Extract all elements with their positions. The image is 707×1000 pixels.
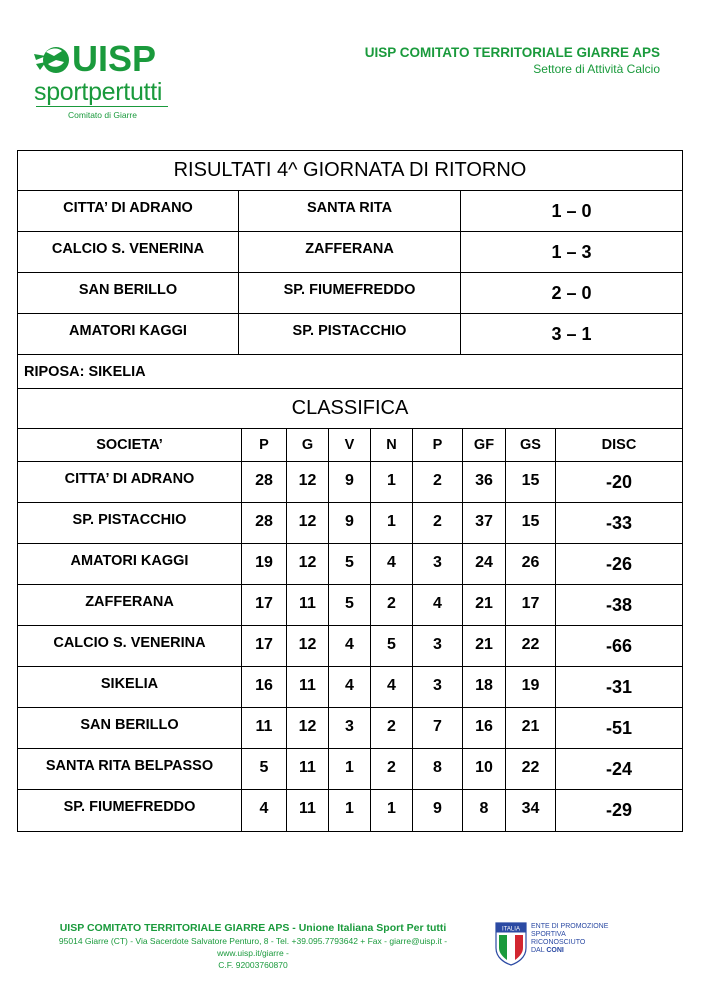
won: 5 xyxy=(329,585,371,625)
won: 1 xyxy=(329,749,371,789)
home-team: CALCIO S. VENERINA xyxy=(18,232,239,272)
lost: 3 xyxy=(413,667,463,707)
discipline: -51 xyxy=(605,718,632,738)
lost: 4 xyxy=(413,585,463,625)
team-name: SANTA RITA BELPASSO xyxy=(18,749,242,789)
standings-row xyxy=(18,667,682,708)
column-header-gol-subiti: GS xyxy=(506,429,556,461)
goals-for: 21 xyxy=(463,626,506,666)
drawn: 5 xyxy=(371,626,413,666)
discipline: -29 xyxy=(605,800,632,820)
column-header-disciplina: DISC xyxy=(601,437,637,453)
goals-against: 17 xyxy=(506,585,556,625)
standings-row xyxy=(18,749,682,790)
match-score: 1 – 3 xyxy=(551,242,592,262)
results-table xyxy=(17,150,683,832)
logo-divider xyxy=(36,106,168,107)
team-name: SP. FIUMEFREDDO xyxy=(18,790,242,831)
standings-body xyxy=(18,462,682,831)
column-header-vinte: V xyxy=(329,429,371,461)
won: 5 xyxy=(329,544,371,584)
discipline: -33 xyxy=(605,513,632,533)
column-header-giocate: G xyxy=(287,429,329,461)
won: 9 xyxy=(329,462,371,502)
played: 12 xyxy=(287,708,329,748)
match-row xyxy=(18,314,682,355)
standings-header-row xyxy=(18,429,682,462)
footer xyxy=(28,921,478,971)
standings-row xyxy=(18,462,682,503)
drawn: 1 xyxy=(371,790,413,831)
won: 3 xyxy=(329,708,371,748)
logo-subtitle: Comitato di Giarre xyxy=(68,110,137,120)
column-header-perse: P xyxy=(413,429,463,461)
away-team: SANTA RITA xyxy=(239,191,461,231)
points: 28 xyxy=(242,503,287,543)
discipline: -26 xyxy=(605,554,632,574)
footer-tax-code: C.F. 92003760870 xyxy=(218,960,288,970)
home-team: CITTA’ DI ADRANO xyxy=(18,191,239,231)
drawn: 4 xyxy=(371,667,413,707)
played: 11 xyxy=(287,667,329,707)
footer-organization: UISP COMITATO TERRITORIALE GIARRE APS - Unione Italiana Sport Per tutti xyxy=(59,922,447,934)
goals-against: 21 xyxy=(506,708,556,748)
column-header-punti: P xyxy=(242,429,287,461)
organization-department: Settore di Attività Calcio xyxy=(533,62,660,76)
standings-row xyxy=(18,626,682,667)
coni-name: CONI xyxy=(546,947,564,954)
team-name: SIKELIA xyxy=(18,667,242,707)
played: 12 xyxy=(287,503,329,543)
organization-name: UISP COMITATO TERRITORIALE GIARRE APS xyxy=(364,45,660,60)
goals-for: 10 xyxy=(463,749,506,789)
coni-line-3: RICONOSCIUTO xyxy=(531,939,586,946)
match-row xyxy=(18,191,682,232)
coni-line-1: ENTE DI PROMOZIONE xyxy=(531,923,609,930)
match-row xyxy=(18,232,682,273)
goals-for: 24 xyxy=(463,544,506,584)
column-header-gol-fatti: GF xyxy=(463,429,506,461)
played: 12 xyxy=(287,544,329,584)
played: 12 xyxy=(287,626,329,666)
standings-title: CLASSIFICA xyxy=(291,397,409,419)
played: 11 xyxy=(287,749,329,789)
lost: 3 xyxy=(413,626,463,666)
results-title: RISULTATI 4^ GIORNATA DI RITORNO xyxy=(173,159,527,181)
away-team: ZAFFERANA xyxy=(239,232,461,272)
discipline: -24 xyxy=(605,759,632,779)
coni-line-2: SPORTIVA xyxy=(531,931,566,938)
match-row xyxy=(18,273,682,314)
coni-badge xyxy=(495,922,615,968)
discipline: -20 xyxy=(605,472,632,492)
standings-row xyxy=(18,503,682,544)
goals-for: 18 xyxy=(463,667,506,707)
logo-wordmark: UISP xyxy=(72,38,157,79)
standings-row xyxy=(18,544,682,585)
discipline: -66 xyxy=(605,636,632,656)
goals-against: 15 xyxy=(506,503,556,543)
lost: 7 xyxy=(413,708,463,748)
results-title-row xyxy=(18,151,682,191)
lost: 3 xyxy=(413,544,463,584)
drawn: 4 xyxy=(371,544,413,584)
team-name: CITTA’ DI ADRANO xyxy=(18,462,242,502)
discipline: -38 xyxy=(605,595,632,615)
goals-against: 15 xyxy=(506,462,556,502)
italia-shield-icon xyxy=(495,922,527,966)
standings-row xyxy=(18,585,682,626)
goals-for: 36 xyxy=(463,462,506,502)
lost: 8 xyxy=(413,749,463,789)
match-score: 1 – 0 xyxy=(551,201,592,221)
column-header-societa: SOCIETA’ xyxy=(18,429,242,461)
lost: 2 xyxy=(413,462,463,502)
goals-against: 22 xyxy=(506,626,556,666)
points: 17 xyxy=(242,626,287,666)
resting-team: RIPOSA: SIKELIA xyxy=(18,355,682,389)
runner-ball-icon xyxy=(32,44,72,76)
discipline: -31 xyxy=(605,677,632,697)
logo-tagline: sportpertutti xyxy=(34,78,163,106)
won: 1 xyxy=(329,790,371,831)
points: 28 xyxy=(242,462,287,502)
coni-recognition-text xyxy=(531,923,608,955)
goals-for: 21 xyxy=(463,585,506,625)
played: 12 xyxy=(287,462,329,502)
drawn: 2 xyxy=(371,585,413,625)
home-team: SAN BERILLO xyxy=(18,273,239,313)
uisp-logo xyxy=(32,38,177,124)
team-name: ZAFFERANA xyxy=(18,585,242,625)
drawn: 1 xyxy=(371,503,413,543)
won: 4 xyxy=(329,667,371,707)
points: 11 xyxy=(242,708,287,748)
played: 11 xyxy=(287,790,329,831)
points: 4 xyxy=(242,790,287,831)
drawn: 2 xyxy=(371,708,413,748)
goals-for: 16 xyxy=(463,708,506,748)
goals-against: 26 xyxy=(506,544,556,584)
goals-for: 8 xyxy=(463,790,506,831)
won: 4 xyxy=(329,626,371,666)
organization-header xyxy=(365,44,660,77)
home-team: AMATORI KAGGI xyxy=(18,314,239,354)
standings-row xyxy=(18,790,682,831)
lost: 9 xyxy=(413,790,463,831)
footer-address: 95014 Giarre (CT) - Via Sacerdote Salvatore Penturo, 8 - Tel. +39.095.7793642 + Fax - giarre@uisp.it - www.uisp.it/giarre - xyxy=(58,936,448,958)
away-team: SP. PISTACCHIO xyxy=(239,314,461,354)
lost: 2 xyxy=(413,503,463,543)
goals-for: 37 xyxy=(463,503,506,543)
won: 9 xyxy=(329,503,371,543)
played: 11 xyxy=(287,585,329,625)
coni-line-4-prefix: DAL xyxy=(531,947,547,954)
match-score: 2 – 0 xyxy=(551,283,592,303)
team-name: SP. PISTACCHIO xyxy=(18,503,242,543)
points: 5 xyxy=(242,749,287,789)
italia-label: ITALIA xyxy=(502,926,520,933)
team-name: SAN BERILLO xyxy=(18,708,242,748)
column-header-nulle: N xyxy=(371,429,413,461)
drawn: 2 xyxy=(371,749,413,789)
standings-title-row xyxy=(18,389,682,429)
away-team: SP. FIUMEFREDDO xyxy=(239,273,461,313)
team-name: AMATORI KAGGI xyxy=(18,544,242,584)
goals-against: 34 xyxy=(506,790,556,831)
points: 16 xyxy=(242,667,287,707)
points: 17 xyxy=(242,585,287,625)
drawn: 1 xyxy=(371,462,413,502)
points: 19 xyxy=(242,544,287,584)
goals-against: 19 xyxy=(506,667,556,707)
goals-against: 22 xyxy=(506,749,556,789)
coni-line-4 xyxy=(531,947,608,955)
team-name: CALCIO S. VENERINA xyxy=(18,626,242,666)
match-score: 3 – 1 xyxy=(551,324,592,344)
standings-row xyxy=(18,708,682,749)
